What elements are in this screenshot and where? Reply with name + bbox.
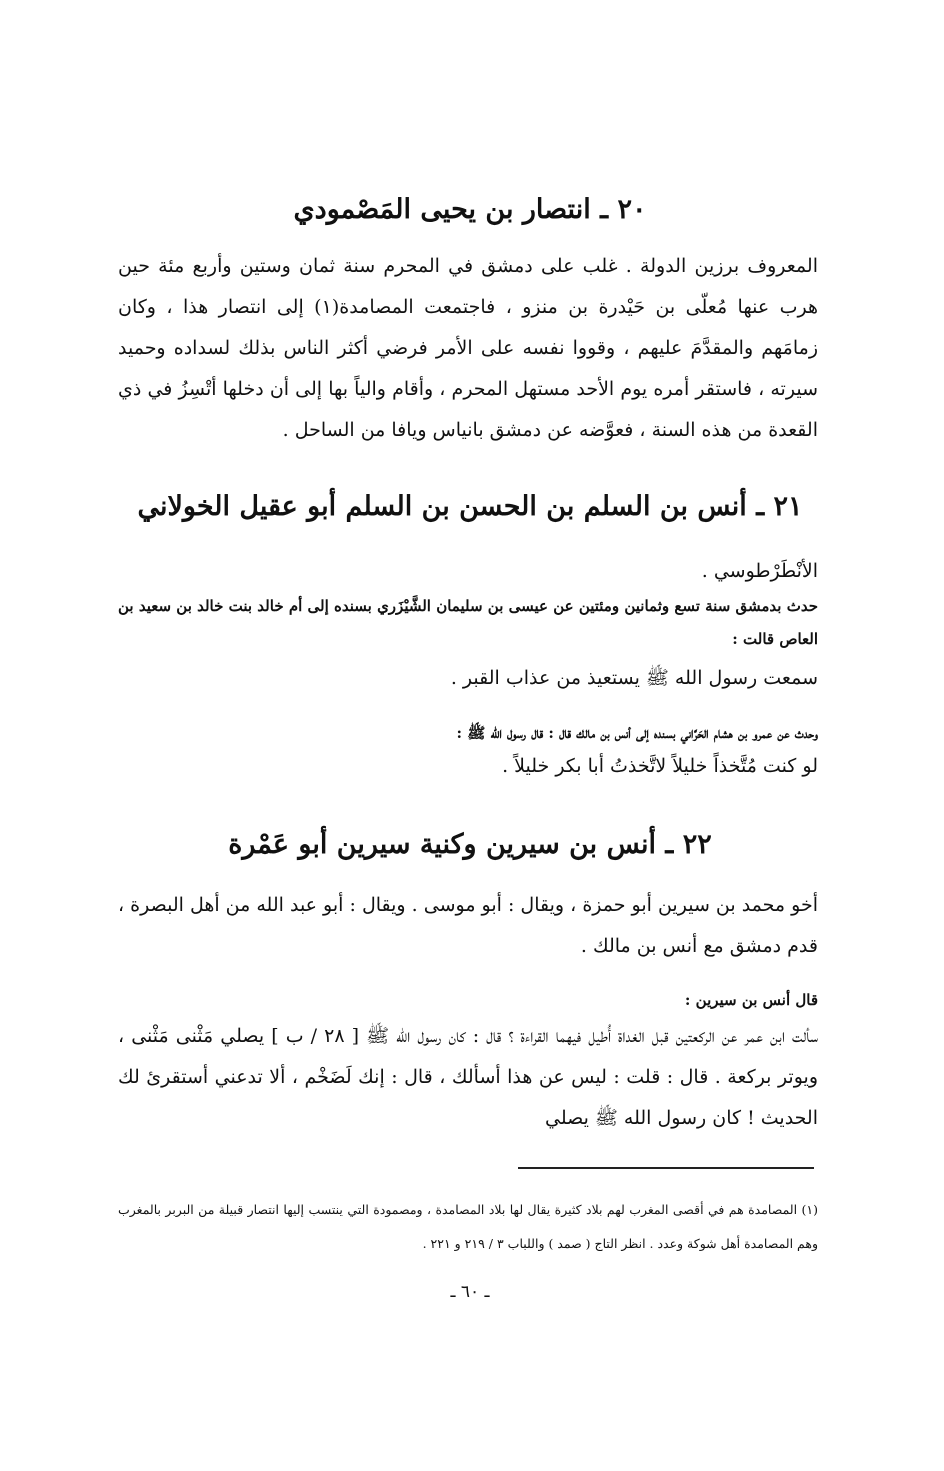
entry-21-hadith-2: لو كنت مُتَّخذاً خليلاً لاتَّخذتُ أبا بكر خليلاً . <box>502 755 818 777</box>
page-number: ـ ٦٠ ـ <box>450 1282 490 1302</box>
entry-20-title: ٢٠ ـ انتصار بن يحيى المَصْمودي <box>293 194 647 225</box>
entry-21-hadith-1: سمعت رسول الله ﷺ يستعيذ من عذاب القبر . <box>450 667 818 689</box>
footnote: (١) المصامدة هم في أقصى المغرب لهم بلاد كثيرة يقال لها بلاد المصامدة ، ومصمودة التي ينتسب إليها انتصار قبيلة من البربر بالمغرب وهم المصامدة أهل شوكة وعدد . انظر التاج ( صمد ) واللباب ٣ / ٢١٩ و ٢٢١ . <box>118 1202 818 1251</box>
entry-21-narration-1: حدث بدمشق سنة تسع وثمانين ومئتين عن عيسى بن سليمان الشَّيْزَري بسنده إلى أم خالد بنت خالد بن سعيد بن العاص قالت : <box>118 597 818 648</box>
entry-22-paragraph: أخو محمد بن سيرين أبو حمزة ، ويقال : أبو موسى . ويقال : أبو عبد الله من أهل البصرة ، قدم دمشق مع أنس بن مالك . <box>118 894 818 957</box>
entry-20-paragraph: المعروف برزين الدولة . غلب على دمشق في المحرم سنة ثمان وستين وأربع مئة حين هرب عنها مُعلّى بن حَيْدرة بن منزو ، فاجتمعت المصامدة(١) إلى انتصار هذا ، وكان زمامَهم والمقدَّمَ عليهم ، وقووا نفسه على الأمر فرضي أكثر الناس بذلك لسداده وحميد سيرته ، فاستقر أمره يوم الأحد مستهل المحرم ، وأقام والياً بها إلى أن دخلها أتْسِزُ في ذي القعدة من هذه السنة ، فعوَّضه عن دمشق بانياس ويافا من الساحل . <box>118 255 818 441</box>
entry-21-narration-2: وحدث عن عمرو بن هشام الحَرَّاني بسنده إلى أنس بن مالك قال : قال رسول الله ﷺ : <box>456 724 818 742</box>
footnote-divider <box>518 1167 814 1169</box>
entry-21-title: ٢١ ـ أنس بن السلم بن الحسن بن السلم أبو عقيل الخولاني <box>137 491 803 522</box>
entry-22-narration: قال أنس بن سيرين : <box>684 991 818 1009</box>
entry-22-hadith: سألت ابن عمر عن الركعتين قبل الغداة أُطيل فيهما القراءة ؟ قال : كان رسول الله ﷺ [ ٢٨ / ب ] يصلي مَثْنى مَثْنى ، ويوتر بركعة . قال : قلت : ليس عن هذا أسألك ، قال : إنك لَضَخْم ، ألا تدعني أستقرئ لك الحديث ! كان رسول الله ﷺ يصلي <box>118 1025 818 1129</box>
entry-21-nisba: الأنْطَرْطوسي . <box>701 560 818 582</box>
entry-22-title: ٢٢ ـ أنس بن سيرين وكنية سيرين أبو عَمْرة <box>228 829 712 860</box>
